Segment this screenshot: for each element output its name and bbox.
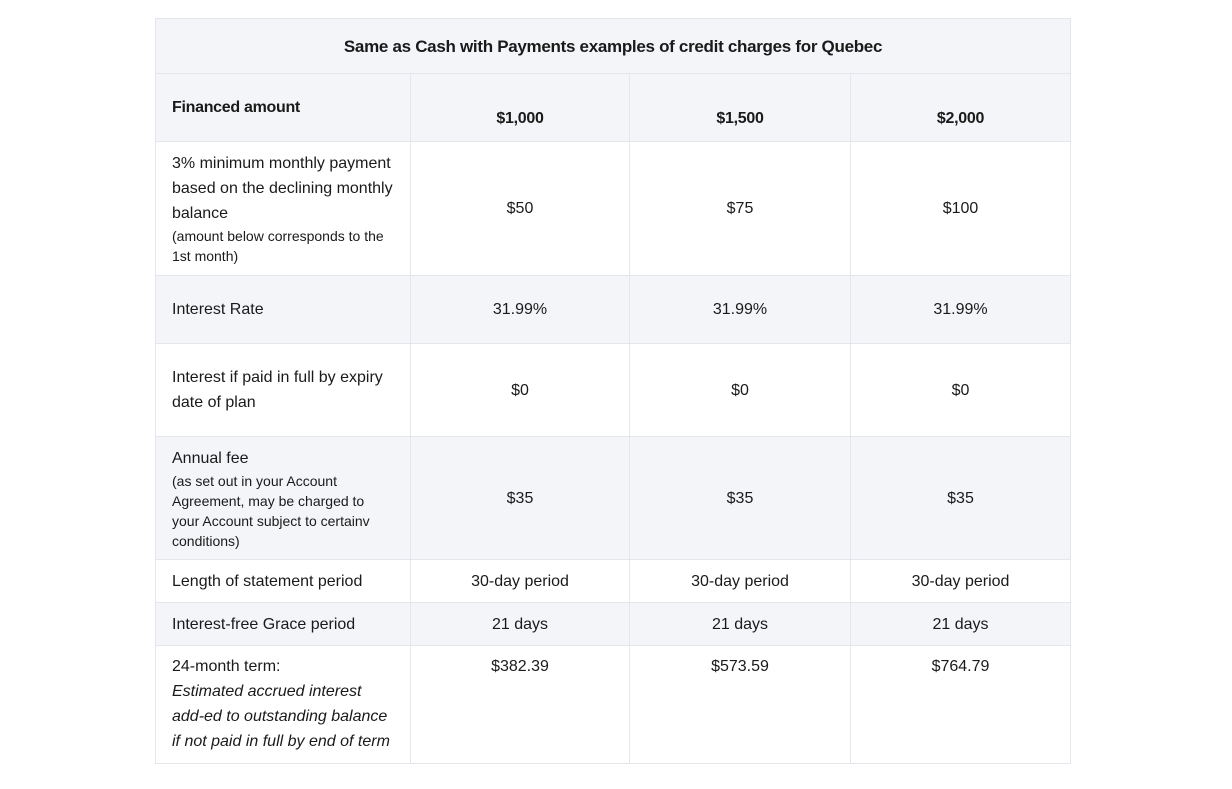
row-label: Interest if paid in full by expiry date of plan bbox=[156, 344, 411, 437]
row-label-cell bbox=[156, 142, 411, 276]
row-label: 3% minimum monthly payment based on the declining monthly balance bbox=[172, 155, 393, 222]
table-row-grace-period bbox=[156, 603, 1071, 646]
table-cell: 30-day period bbox=[851, 560, 1071, 603]
table-cell: $50 bbox=[411, 142, 630, 276]
financed-amount-header: Financed amount bbox=[156, 74, 411, 142]
table-cell: $382.39 bbox=[411, 646, 630, 764]
table-cell: 31.99% bbox=[411, 276, 630, 344]
table-cell: $573.59 bbox=[630, 646, 851, 764]
table-cell: $75 bbox=[630, 142, 851, 276]
amount-header-2000: $2,000 bbox=[851, 74, 1071, 142]
table-cell: 21 days bbox=[630, 603, 851, 646]
table-cell: 30-day period bbox=[630, 560, 851, 603]
table-cell: 21 days bbox=[851, 603, 1071, 646]
table-cell: $0 bbox=[411, 344, 630, 437]
row-label: Length of statement period bbox=[156, 560, 411, 603]
table-title: Same as Cash with Payments examples of credit charges for Quebec bbox=[156, 19, 1071, 74]
table-cell: $764.79 bbox=[851, 646, 1071, 764]
row-note: Estimated accrued interest add-ed to outstanding balance if not paid in full by end of term bbox=[172, 683, 390, 750]
table-title-row bbox=[156, 19, 1071, 74]
table-row-interest-paid bbox=[156, 344, 1071, 437]
table-row-min-payment bbox=[156, 142, 1071, 276]
row-label-cell bbox=[156, 437, 411, 560]
amount-header-1000: $1,000 bbox=[411, 74, 630, 142]
table-cell: $35 bbox=[411, 437, 630, 560]
table-cell: 30-day period bbox=[411, 560, 630, 603]
row-label: Interest Rate bbox=[156, 276, 411, 344]
table-row-term bbox=[156, 646, 1071, 764]
table-cell: $35 bbox=[630, 437, 851, 560]
amount-header-1500: $1,500 bbox=[630, 74, 851, 142]
row-label-cell bbox=[156, 646, 411, 764]
row-note: (as set out in your Account Agreement, may be charged to your Account subject to certainv conditions) bbox=[172, 472, 370, 549]
table-cell: $35 bbox=[851, 437, 1071, 560]
table-cell: $100 bbox=[851, 142, 1071, 276]
table-row-interest-rate bbox=[156, 276, 1071, 344]
table-cell: 31.99% bbox=[630, 276, 851, 344]
table-cell: 21 days bbox=[411, 603, 630, 646]
table-header-row bbox=[156, 74, 1071, 142]
table-row-annual-fee bbox=[156, 437, 1071, 560]
credit-charges-table-container bbox=[155, 18, 1070, 764]
row-label: Interest-free Grace period bbox=[156, 603, 411, 646]
row-label: 24-month term: bbox=[172, 658, 281, 675]
table-cell: 31.99% bbox=[851, 276, 1071, 344]
table-row-statement-period bbox=[156, 560, 1071, 603]
credit-charges-table bbox=[155, 18, 1071, 764]
table-cell: $0 bbox=[851, 344, 1071, 437]
table-cell: $0 bbox=[630, 344, 851, 437]
row-label: Annual fee bbox=[172, 449, 249, 467]
row-note: (amount below corresponds to the 1st month) bbox=[172, 228, 384, 264]
